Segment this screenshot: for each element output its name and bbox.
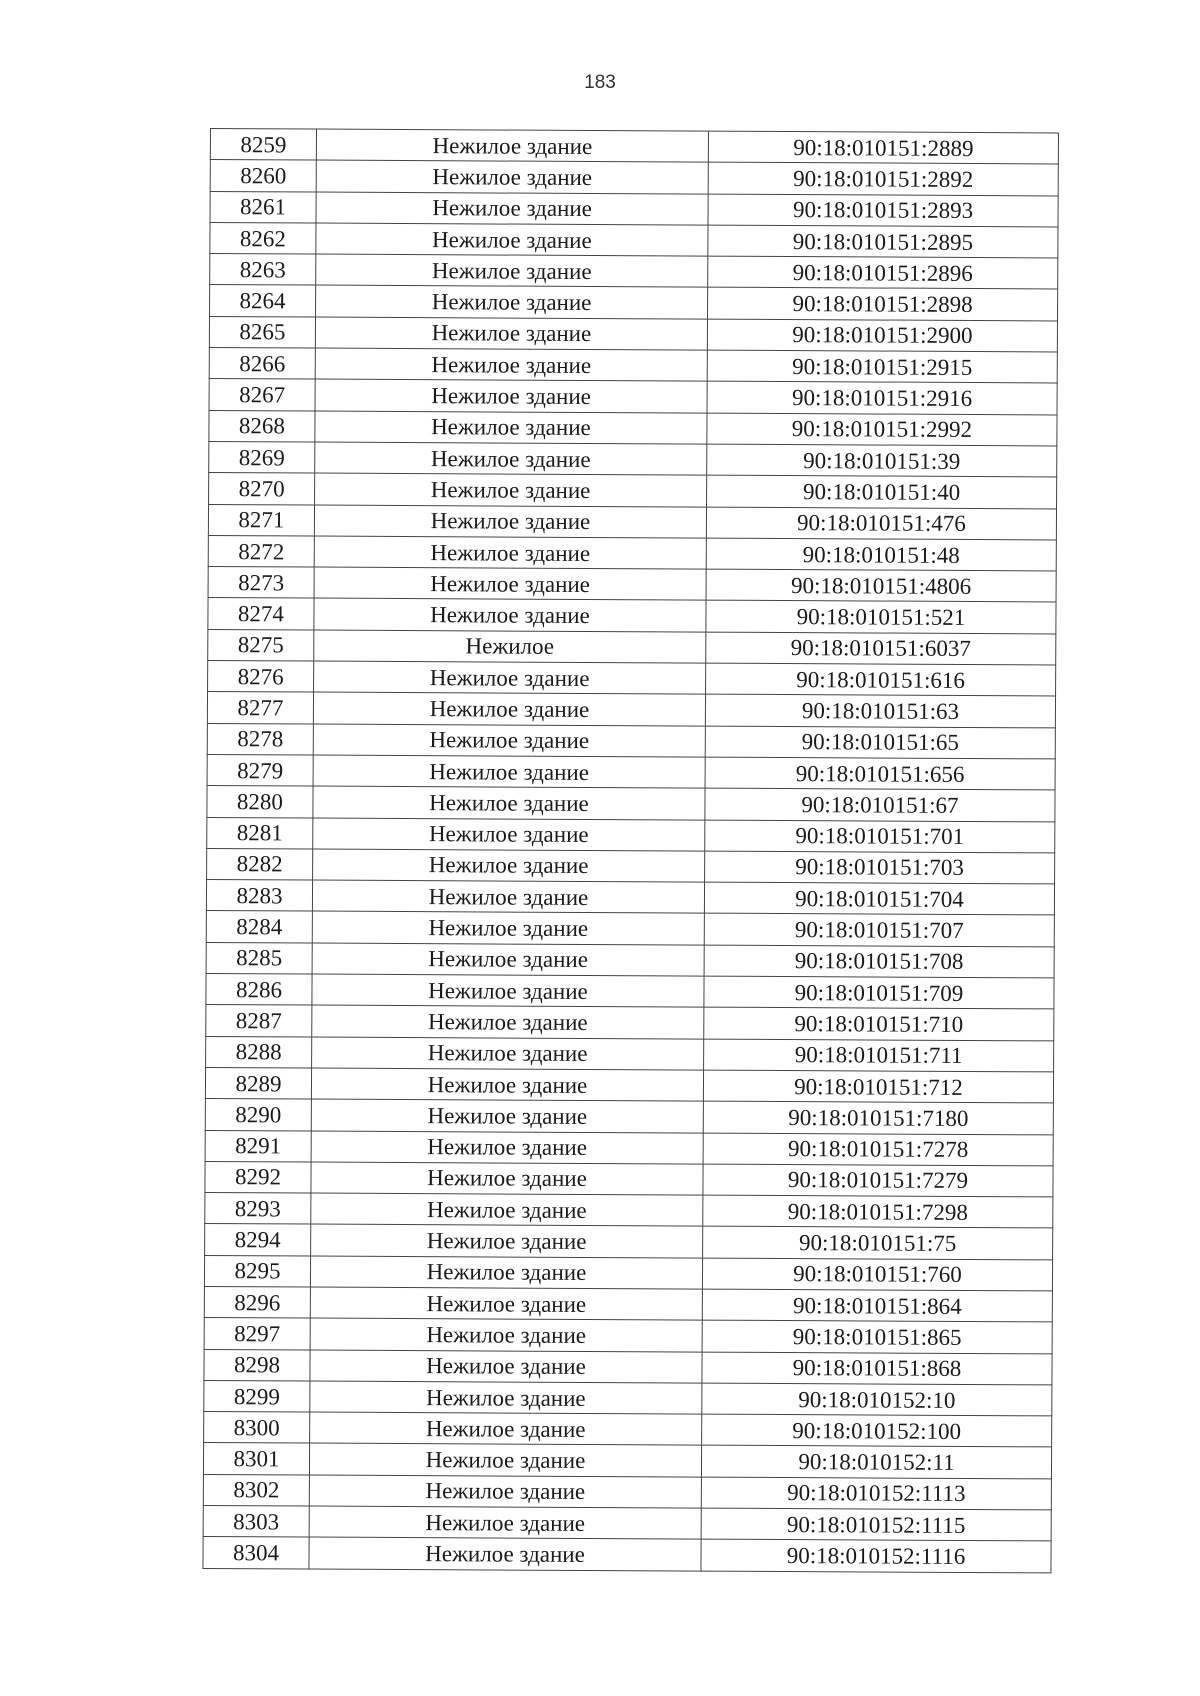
table-row — [206, 974, 1054, 1010]
row-number-cell: 8297 — [204, 1318, 310, 1350]
table-row — [207, 723, 1055, 759]
cadastral-number-cell: 90:18:010151:2892 — [708, 162, 1058, 195]
table-row — [209, 348, 1057, 384]
object-name-cell: Нежилое здание — [311, 1193, 703, 1226]
object-name-cell: Нежилое здание — [316, 160, 708, 193]
object-name-cell: Нежилое здание — [315, 317, 707, 350]
cadastral-number-cell: 90:18:010151:760 — [702, 1258, 1052, 1291]
object-name-cell: Нежилое здание — [313, 849, 705, 882]
cadastral-number-cell: 90:18:010151:39 — [707, 444, 1057, 477]
cadastral-number-cell: 90:18:010151:2895 — [708, 225, 1058, 258]
row-number-cell: 8267 — [209, 379, 315, 411]
row-number-cell: 8288 — [206, 1036, 312, 1068]
row-number-cell: 8294 — [205, 1224, 311, 1256]
object-name-cell: Нежилое здание — [309, 1475, 701, 1508]
cadastral-number-cell: 90:18:010151:67 — [705, 788, 1055, 821]
cadastral-number-cell: 90:18:010152:10 — [702, 1383, 1052, 1416]
row-number-cell: 8264 — [210, 285, 316, 317]
cadastral-number-cell: 90:18:010151:709 — [704, 976, 1054, 1009]
cadastral-number-cell: 90:18:010151:7180 — [703, 1101, 1053, 1134]
cadastral-number-cell: 90:18:010151:864 — [702, 1289, 1052, 1322]
row-number-cell: 8289 — [205, 1067, 311, 1099]
row-number-cell: 8269 — [209, 441, 315, 473]
row-number-cell: 8299 — [204, 1380, 310, 1412]
object-name-cell: Нежилое здание — [316, 286, 708, 319]
table-row — [206, 911, 1054, 947]
object-name-cell: Нежилое здание — [313, 724, 705, 757]
row-number-cell: 8281 — [207, 817, 313, 849]
object-name-cell: Нежилое здание — [315, 411, 707, 444]
cadastral-number-cell: 90:18:010151:65 — [705, 726, 1055, 759]
row-number-cell: 8291 — [205, 1130, 311, 1162]
cadastral-number-cell: 90:18:010152:1116 — [701, 1539, 1051, 1572]
table-row — [203, 1506, 1051, 1542]
table-row — [209, 473, 1057, 509]
row-number-cell: 8277 — [207, 692, 313, 724]
object-name-cell: Нежилое здание — [314, 567, 706, 600]
cadastral-number-cell: 90:18:010151:4806 — [706, 569, 1056, 602]
object-name-cell: Нежилое здание — [311, 1068, 703, 1101]
table-row — [206, 1036, 1054, 1072]
object-name-cell: Нежилое здание — [309, 1537, 701, 1570]
registry-table — [202, 128, 1059, 1573]
row-number-cell: 8273 — [208, 567, 314, 599]
row-number-cell: 8262 — [210, 222, 316, 254]
table-row — [203, 1443, 1051, 1479]
row-number-cell: 8283 — [206, 880, 312, 912]
object-name-cell: Нежилое здание — [314, 505, 706, 538]
cadastral-number-cell: 90:18:010151:2992 — [707, 413, 1057, 446]
cadastral-number-cell: 90:18:010151:6037 — [706, 632, 1056, 665]
object-name-cell: Нежилое здание — [316, 223, 708, 256]
row-number-cell: 8298 — [204, 1349, 310, 1381]
row-number-cell: 8284 — [206, 911, 312, 943]
table-row — [206, 942, 1054, 978]
cadastral-number-cell: 90:18:010151:63 — [705, 694, 1055, 727]
table-row — [205, 1161, 1053, 1197]
cadastral-number-cell: 90:18:010151:712 — [703, 1070, 1053, 1103]
table-row — [204, 1412, 1052, 1448]
cadastral-number-cell: 90:18:010151:2896 — [708, 256, 1058, 289]
cadastral-number-cell: 90:18:010151:656 — [705, 757, 1055, 790]
cadastral-number-cell: 90:18:010151:7298 — [703, 1195, 1053, 1228]
cadastral-number-cell: 90:18:010151:704 — [704, 882, 1054, 915]
row-number-cell: 8278 — [207, 723, 313, 755]
table-row — [204, 1349, 1052, 1385]
cadastral-number-cell: 90:18:010151:40 — [707, 475, 1057, 508]
table-row — [210, 191, 1058, 227]
table-row — [207, 848, 1055, 884]
table-row — [208, 504, 1056, 540]
table-row — [205, 1224, 1053, 1260]
table-row — [208, 661, 1056, 697]
object-name-cell: Нежилое здание — [310, 1412, 702, 1445]
table-row — [204, 1380, 1052, 1416]
row-number-cell: 8260 — [210, 160, 316, 192]
row-number-cell: 8279 — [207, 754, 313, 786]
table-row — [209, 441, 1057, 477]
object-name-cell: Нежилое здание — [312, 911, 704, 944]
cadastral-number-cell: 90:18:010151:865 — [702, 1320, 1052, 1353]
cadastral-number-cell: 90:18:010151:708 — [704, 945, 1054, 978]
row-number-cell: 8280 — [207, 786, 313, 818]
row-number-cell: 8259 — [210, 129, 316, 161]
table-row — [204, 1286, 1052, 1322]
table-row — [208, 535, 1056, 571]
cadastral-number-cell: 90:18:010151:48 — [706, 538, 1056, 571]
page-number: 183 — [584, 72, 616, 93]
cadastral-number-cell: 90:18:010151:2898 — [708, 288, 1058, 321]
object-name-cell: Нежилое здание — [315, 348, 707, 381]
table-row — [205, 1130, 1053, 1166]
table-row — [205, 1067, 1053, 1103]
registry-table-body — [203, 129, 1059, 1573]
row-number-cell: 8285 — [206, 942, 312, 974]
cadastral-number-cell: 90:18:010151:710 — [704, 1007, 1054, 1040]
row-number-cell: 8302 — [203, 1474, 309, 1506]
cadastral-number-cell: 90:18:010152:11 — [701, 1446, 1051, 1479]
object-name-cell: Нежилое здание — [313, 755, 705, 788]
cadastral-number-cell: 90:18:010151:703 — [705, 851, 1055, 884]
table-row — [205, 1099, 1053, 1135]
object-name-cell: Нежилое здание — [309, 1444, 701, 1477]
object-name-cell: Нежилое здание — [312, 880, 704, 913]
table-row — [210, 222, 1058, 258]
object-name-cell: Нежилое здание — [310, 1287, 702, 1320]
row-number-cell: 8304 — [203, 1537, 309, 1569]
table-row — [204, 1318, 1052, 1354]
object-name-cell: Нежилое — [314, 630, 706, 663]
cadastral-number-cell: 90:18:010151:707 — [704, 914, 1054, 947]
cadastral-number-cell: 90:18:010151:521 — [706, 601, 1056, 634]
table-row — [209, 410, 1057, 446]
cadastral-number-cell: 90:18:010151:476 — [706, 507, 1056, 540]
table-row — [203, 1474, 1051, 1510]
table-row — [207, 817, 1055, 853]
table-row — [209, 316, 1057, 352]
cadastral-number-cell: 90:18:010151:2889 — [708, 131, 1058, 164]
row-number-cell: 8292 — [205, 1161, 311, 1193]
object-name-cell: Нежилое здание — [316, 254, 708, 287]
object-name-cell: Нежилое здание — [314, 536, 706, 569]
row-number-cell: 8295 — [204, 1255, 310, 1287]
object-name-cell: Нежилое здание — [312, 943, 704, 976]
row-number-cell: 8293 — [205, 1193, 311, 1225]
cadastral-number-cell: 90:18:010152:100 — [702, 1414, 1052, 1447]
object-name-cell: Нежилое здание — [314, 599, 706, 632]
object-name-cell: Нежилое здание — [312, 1037, 704, 1070]
row-number-cell: 8300 — [204, 1412, 310, 1444]
object-name-cell: Нежилое здание — [310, 1318, 702, 1351]
object-name-cell: Нежилое здание — [310, 1381, 702, 1414]
table-row — [203, 1537, 1051, 1573]
row-number-cell: 8290 — [205, 1099, 311, 1131]
cadastral-number-cell: 90:18:010151:7279 — [703, 1164, 1053, 1197]
cadastral-number-cell: 90:18:010151:75 — [703, 1226, 1053, 1259]
row-number-cell: 8266 — [209, 348, 315, 380]
object-name-cell: Нежилое здание — [310, 1350, 702, 1383]
row-number-cell: 8303 — [203, 1506, 309, 1538]
table-row — [207, 786, 1055, 822]
cadastral-number-cell: 90:18:010151:2915 — [707, 350, 1057, 383]
row-number-cell: 8263 — [210, 254, 316, 286]
object-name-cell: Нежилое здание — [312, 974, 704, 1007]
cadastral-number-cell: 90:18:010151:711 — [704, 1039, 1054, 1072]
row-number-cell: 8274 — [208, 598, 314, 630]
table-row — [208, 567, 1056, 603]
row-number-cell: 8265 — [209, 316, 315, 348]
table-row — [210, 129, 1058, 165]
object-name-cell: Нежилое здание — [311, 1224, 703, 1257]
row-number-cell: 8261 — [210, 191, 316, 223]
object-name-cell: Нежилое здание — [315, 442, 707, 475]
cadastral-number-cell: 90:18:010151:2893 — [708, 194, 1058, 227]
object-name-cell: Нежилое здание — [316, 129, 708, 162]
row-number-cell: 8272 — [208, 535, 314, 567]
table-row — [209, 379, 1057, 415]
table-row — [206, 880, 1054, 916]
object-name-cell: Нежилое здание — [313, 692, 705, 725]
row-number-cell: 8275 — [208, 629, 314, 661]
row-number-cell: 8271 — [208, 504, 314, 536]
object-name-cell: Нежилое здание — [312, 1005, 704, 1038]
cadastral-number-cell: 90:18:010151:2916 — [707, 381, 1057, 414]
table-row — [205, 1193, 1053, 1229]
row-number-cell: 8296 — [204, 1286, 310, 1318]
cadastral-number-cell: 90:18:010151:616 — [706, 663, 1056, 696]
cadastral-number-cell: 90:18:010151:868 — [702, 1352, 1052, 1385]
table-row — [204, 1255, 1052, 1291]
table-row — [206, 1005, 1054, 1041]
table-row — [210, 254, 1058, 290]
table-row — [207, 754, 1055, 790]
object-name-cell: Нежилое здание — [313, 818, 705, 851]
table-row — [208, 598, 1056, 634]
object-name-cell: Нежилое здание — [311, 1131, 703, 1164]
object-name-cell: Нежилое здание — [313, 786, 705, 819]
table-row — [210, 160, 1058, 196]
row-number-cell: 8282 — [207, 848, 313, 880]
object-name-cell: Нежилое здание — [316, 192, 708, 225]
row-number-cell: 8268 — [209, 410, 315, 442]
cadastral-number-cell: 90:18:010151:2900 — [707, 319, 1057, 352]
object-name-cell: Нежилое здание — [310, 1256, 702, 1289]
object-name-cell: Нежилое здание — [315, 473, 707, 506]
table-row — [210, 285, 1058, 321]
row-number-cell: 8270 — [209, 473, 315, 505]
cadastral-number-cell: 90:18:010151:701 — [705, 820, 1055, 853]
object-name-cell: Нежилое здание — [314, 661, 706, 694]
object-name-cell: Нежилое здание — [311, 1099, 703, 1132]
object-name-cell: Нежилое здание — [309, 1506, 701, 1539]
row-number-cell: 8301 — [203, 1443, 309, 1475]
object-name-cell: Нежилое здание — [311, 1162, 703, 1195]
row-number-cell: 8286 — [206, 974, 312, 1006]
cadastral-number-cell: 90:18:010152:1115 — [701, 1508, 1051, 1541]
cadastral-number-cell: 90:18:010152:1113 — [701, 1477, 1051, 1510]
row-number-cell: 8287 — [206, 1005, 312, 1037]
table-row — [208, 629, 1056, 665]
object-name-cell: Нежилое здание — [315, 379, 707, 412]
row-number-cell: 8276 — [208, 661, 314, 693]
cadastral-number-cell: 90:18:010151:7278 — [703, 1133, 1053, 1166]
table-row — [207, 692, 1055, 728]
